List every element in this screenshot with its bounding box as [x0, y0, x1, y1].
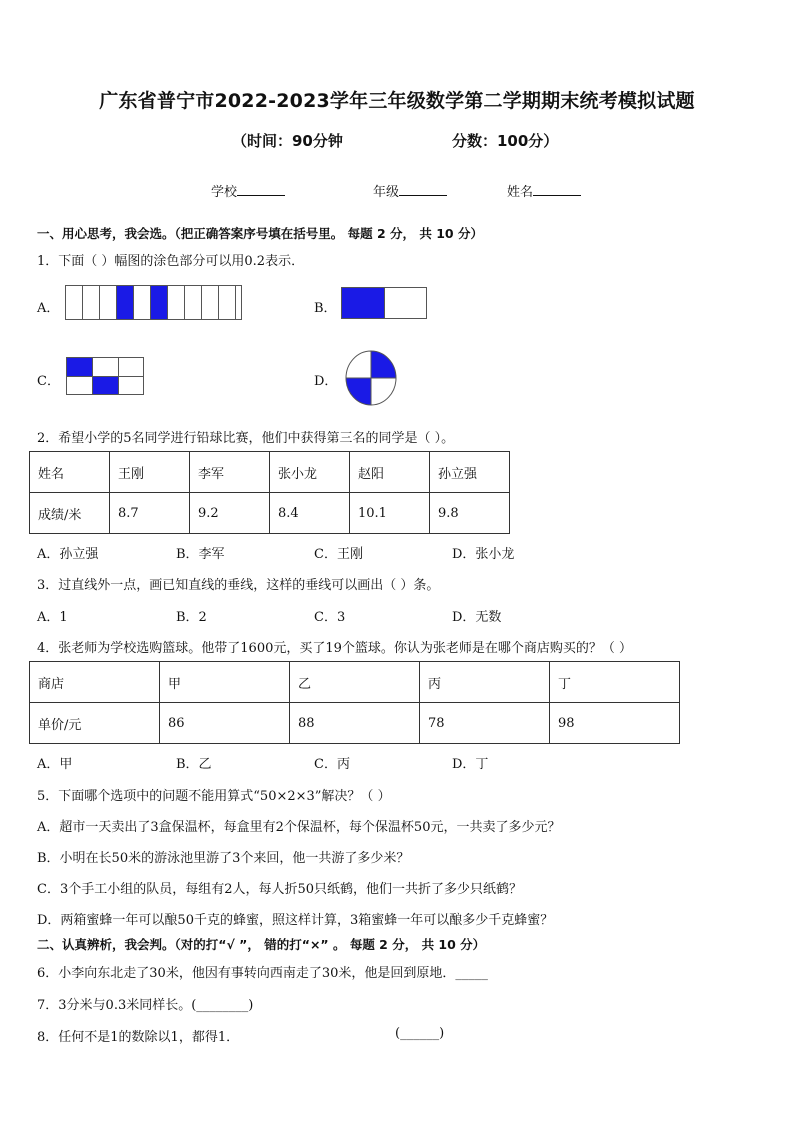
q4-option-a[interactable]: A．甲 [37, 757, 73, 772]
q1-figure-c [66, 357, 144, 395]
grade-label: 年级 [373, 185, 400, 200]
table-cell: 98 [550, 703, 680, 744]
exam-time: （时间：90分钟 [232, 132, 343, 150]
question-3: 3．过直线外一点，画已知直线的垂线，这样的垂线可以画出（ ）条。 [37, 578, 440, 593]
q5-option-d[interactable]: D．两箱蜜蜂一年可以酿50千克的蜂蜜，照这样计算，3箱蜜蜂一年可以酿多少千克蜂蜜？ [37, 913, 554, 928]
table-cell: 78 [420, 703, 550, 744]
page-title: 广东省普宁市2022-2023学年三年级数学第二学期期末统考模拟试题 [99, 90, 695, 112]
grade-field[interactable] [373, 181, 447, 200]
table-cell: 丙 [420, 662, 550, 703]
question-1: 1．下面（ ）幅图的涂色部分可以用0.2表示． [37, 254, 305, 269]
question-2: 2．希望小学的5名同学进行铅球比赛，他们中获得第三名的同学是（ ）。 [37, 431, 455, 446]
table-cell: 姓名 [30, 452, 110, 493]
q4-option-d[interactable]: D．丁 [452, 757, 489, 772]
q5-option-c[interactable]: C．3个手工小组的队员，每组有2人，每人折50只纸鹤，他们一共折了多少只纸鹤？ [37, 882, 523, 897]
table-cell: 9.2 [190, 493, 270, 534]
q2-score-table [29, 451, 510, 534]
table-cell: 乙 [290, 662, 420, 703]
q8-answer-blank[interactable]: (______) [395, 1026, 445, 1041]
table-cell: 8.4 [270, 493, 350, 534]
q3-option-d[interactable]: D．无数 [452, 610, 502, 625]
table-header-row [30, 452, 510, 493]
table-cell: 张小龙 [270, 452, 350, 493]
table-row [30, 493, 510, 534]
question-5: 5．下面哪个选项中的问题不能用算式“50×2×3”解决？（ ） [37, 789, 391, 804]
table-row [30, 703, 680, 744]
school-field[interactable] [211, 181, 285, 200]
table-cell: 8.7 [110, 493, 190, 534]
q5-option-b[interactable]: B．小明在长50米的游泳池里游了3个来回，他一共游了多少米？ [37, 851, 410, 866]
table-cell: 86 [160, 703, 290, 744]
school-label: 学校 [211, 185, 238, 200]
q4-price-table [29, 661, 680, 744]
table-cell: 商店 [30, 662, 160, 703]
q2-option-c[interactable]: C．王刚 [314, 547, 363, 562]
table-cell: 赵阳 [350, 452, 430, 493]
q1-figure-d [345, 349, 397, 407]
question-6: 6．小李向东北走了30米，他因有事转向西南走了30米，他是回到原地．_____ [37, 966, 488, 981]
q1-option-a-label: A． [37, 301, 60, 316]
table-cell: 孙立强 [430, 452, 510, 493]
q1-option-b-label: B． [314, 301, 337, 316]
table-cell: 88 [290, 703, 420, 744]
name-label: 姓名 [507, 185, 534, 200]
table-cell: 单价/元 [30, 703, 160, 744]
table-cell: 成绩/米 [30, 493, 110, 534]
q1-option-d-label: D． [314, 374, 338, 389]
section-1-heading: 一、用心思考，我会选。（把正确答案序号填在括号里。 每题 2 分， 共 10 分） [37, 226, 483, 241]
question-7: 7．3分米与0.3米同样长。(________) [37, 998, 254, 1013]
question-8: 8．任何不是1的数除以1，都得1． [37, 1030, 240, 1045]
q3-option-c[interactable]: C．3 [314, 610, 346, 625]
question-4: 4．张老师为学校选购篮球。他带了1600元，买了19个篮球。你认为张老师是在哪个商店购买的？（ ） [37, 641, 633, 656]
q4-option-b[interactable]: B．乙 [176, 757, 212, 772]
table-cell: 9.8 [430, 493, 510, 534]
table-cell: 10.1 [350, 493, 430, 534]
section-2-heading: 二、认真辨析，我会判。（对的打“√ ”， 错的打“×” 。 每题 2 分， 共 10 分） [37, 937, 486, 952]
q1-option-c-label: C． [37, 374, 60, 389]
exam-score: 分数：100分） [452, 132, 559, 150]
q2-option-b[interactable]: B．李军 [176, 547, 225, 562]
table-cell: 丁 [550, 662, 680, 703]
q3-option-b[interactable]: B．2 [176, 610, 207, 625]
q3-option-a[interactable]: A．1 [37, 610, 68, 625]
q2-option-d[interactable]: D．张小龙 [452, 547, 515, 562]
q4-option-c[interactable]: C．丙 [314, 757, 350, 772]
table-header-row [30, 662, 680, 703]
q2-option-a[interactable]: A．孙立强 [37, 547, 99, 562]
table-cell: 王刚 [110, 452, 190, 493]
q1-figure-a [65, 285, 242, 320]
table-cell: 李军 [190, 452, 270, 493]
table-cell: 甲 [160, 662, 290, 703]
q1-figure-b [341, 287, 427, 319]
name-field[interactable] [507, 181, 581, 200]
q5-option-a[interactable]: A．超市一天卖出了3盒保温杯，每盒里有2个保温杯，每个保温杯50元，一共卖了多少元？ [37, 820, 561, 835]
